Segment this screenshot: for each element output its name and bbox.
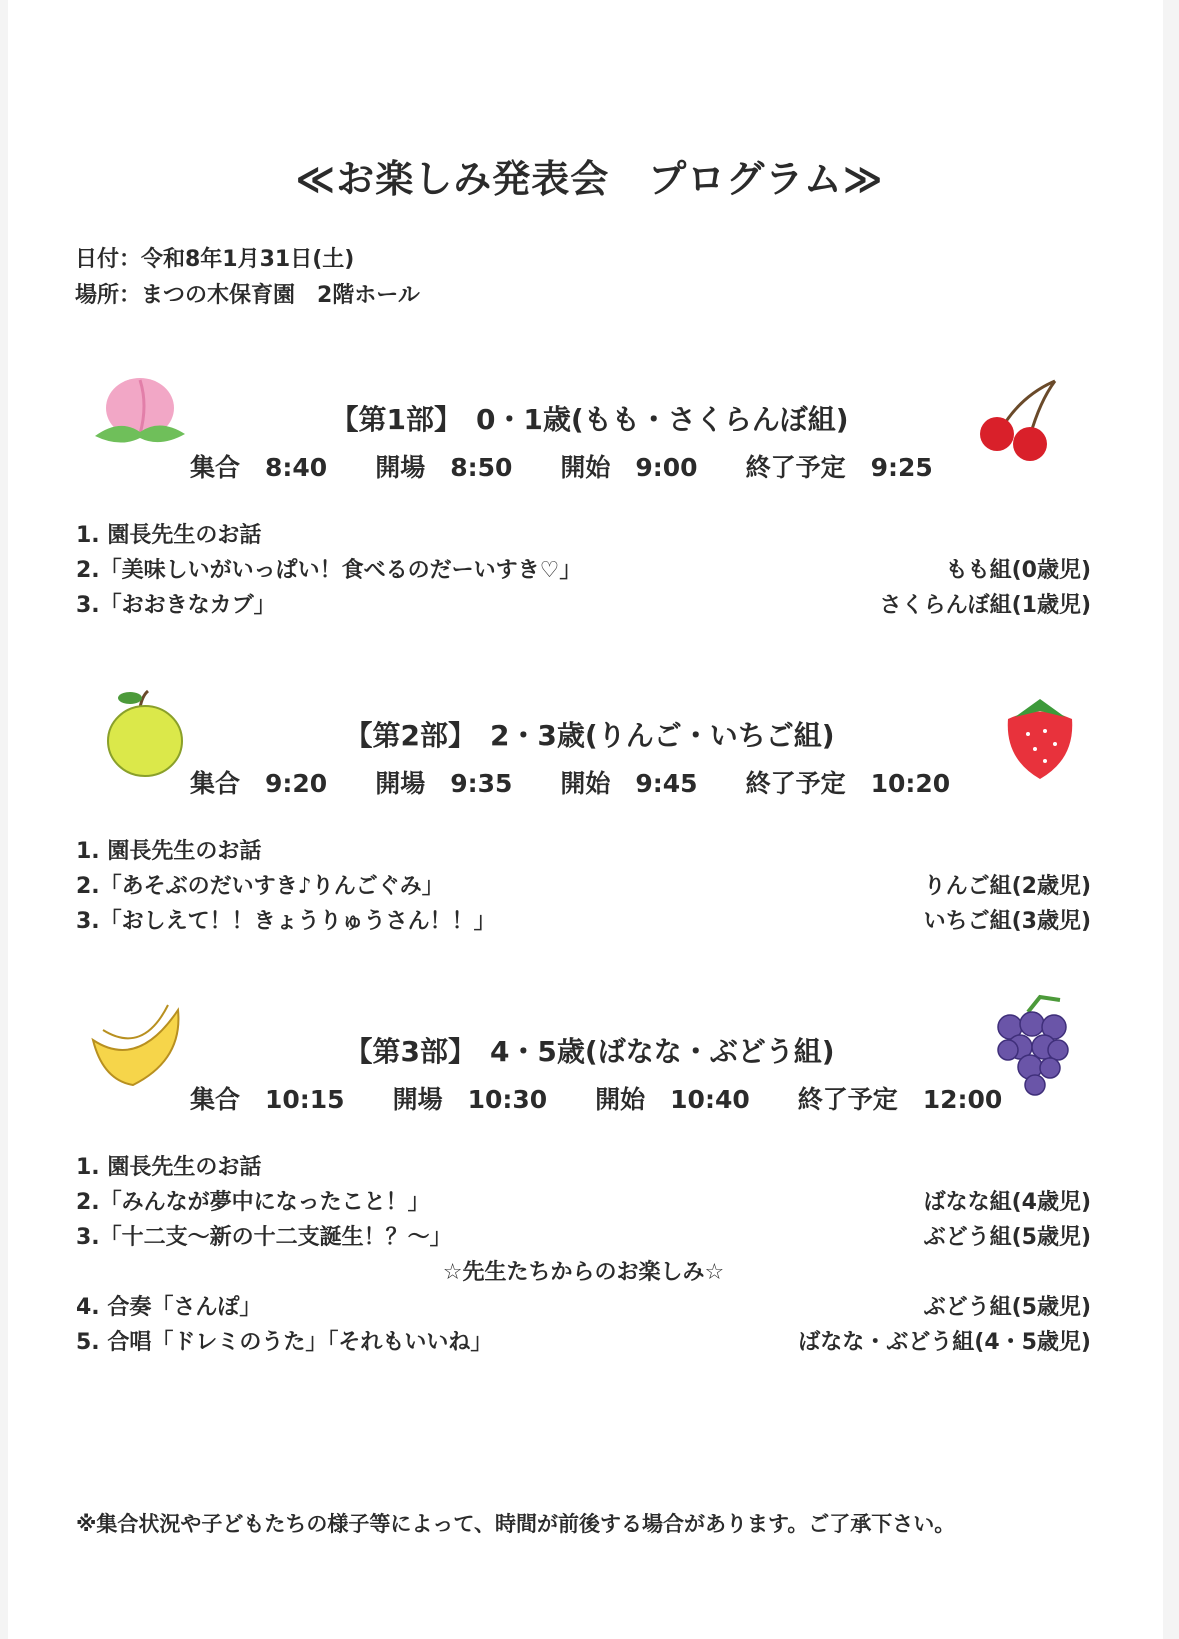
list-item <box>76 1148 1091 1183</box>
item-title: 4. 合奏「さんぽ」 <box>76 1295 262 1320</box>
item-title: 2.「あそぶのだいすき♪りんごぐみ」 <box>76 874 444 899</box>
list-item <box>76 1323 1091 1358</box>
start-time: 開始 9:00 <box>560 453 698 482</box>
end-time: 終了予定 10:20 <box>745 769 951 798</box>
section-heading: 【第3部】 4・5歳(ばなな・ぶどう組) <box>344 1035 835 1068</box>
assembly-time: 集合 8:40 <box>190 453 328 482</box>
teachers-special-heading <box>76 1253 1091 1288</box>
item-title: 2.「みんなが夢中になったこと！」 <box>76 1190 430 1215</box>
footnote: ※集合状況や子どもたちの様子等によって、時間が前後する場合があります。ご了承下さい。 <box>76 1512 956 1536</box>
assembly-time: 集合 10:15 <box>190 1085 345 1114</box>
section-heading: 【第1部】 0・1歳(もも・さくらんぼ組) <box>330 403 849 436</box>
list-item <box>76 586 1091 621</box>
doors-open-time: 開場 8:50 <box>375 453 513 482</box>
item-title: 3.「十二支～新の十二支誕生！？～」 <box>76 1225 452 1250</box>
list-item <box>76 832 1091 867</box>
list-item <box>76 867 1091 902</box>
section-heading: 【第2部】 2・3歳(りんご・いちご組) <box>344 719 835 752</box>
item-title: 1. 園長先生のお話 <box>76 1155 262 1180</box>
list-item <box>76 902 1091 937</box>
list-item <box>76 1183 1091 1218</box>
item-title: 3.「おしえて！！きょうりゅうさん！！」 <box>76 909 496 934</box>
item-group: ばなな・ぶどう組(4・5歳児) <box>798 1330 1091 1355</box>
start-time: 開始 10:40 <box>595 1085 750 1114</box>
end-time: 終了予定 9:25 <box>745 453 933 482</box>
doors-open-time: 開場 10:30 <box>392 1085 548 1114</box>
start-time: 開始 9:45 <box>560 769 698 798</box>
list-item <box>76 516 1091 551</box>
event-date: 日付：令和8年1月31日(土) <box>75 247 355 272</box>
item-title: 3.「おおきなカブ」 <box>76 593 276 618</box>
schedule-times <box>190 1080 1050 1116</box>
list-item <box>76 1218 1091 1253</box>
assembly-time: 集合 9:20 <box>190 769 328 798</box>
item-group: ぶどう組(5歳児) <box>923 1295 1091 1320</box>
item-group: りんご組(2歳児) <box>923 874 1091 899</box>
page-title: ≪お楽しみ発表会 プログラム≫ <box>295 157 884 201</box>
item-group: もも組(0歳児) <box>945 558 1091 583</box>
program-list <box>76 1148 1091 1358</box>
program-list <box>76 832 1091 937</box>
item-title: ☆先生たちからのお楽しみ☆ <box>442 1260 725 1285</box>
end-time: 終了予定 12:00 <box>797 1085 1003 1114</box>
item-title: 5. 合唱「ドレミのうた」「それもいいね」 <box>76 1330 493 1355</box>
item-title: 1. 園長先生のお話 <box>76 839 262 864</box>
item-title: 1. 園長先生のお話 <box>76 523 262 548</box>
item-group: いちご組(3歳児) <box>923 909 1091 934</box>
item-group: さくらんぼ組(1歳児) <box>879 593 1091 618</box>
schedule-times <box>190 448 981 484</box>
event-place: 場所：まつの木保育園 2階ホール <box>75 283 420 308</box>
item-group: ばなな組(4歳児) <box>923 1190 1091 1215</box>
list-item <box>76 1288 1091 1323</box>
doors-open-time: 開場 9:35 <box>375 769 513 798</box>
item-group: ぶどう組(5歳児) <box>923 1225 1091 1250</box>
list-item <box>76 551 1091 586</box>
schedule-times <box>190 764 998 800</box>
item-title: 2.「美味しいがいっぱい！食べるのだーいすき♡」 <box>76 558 582 583</box>
program-list <box>76 516 1091 621</box>
